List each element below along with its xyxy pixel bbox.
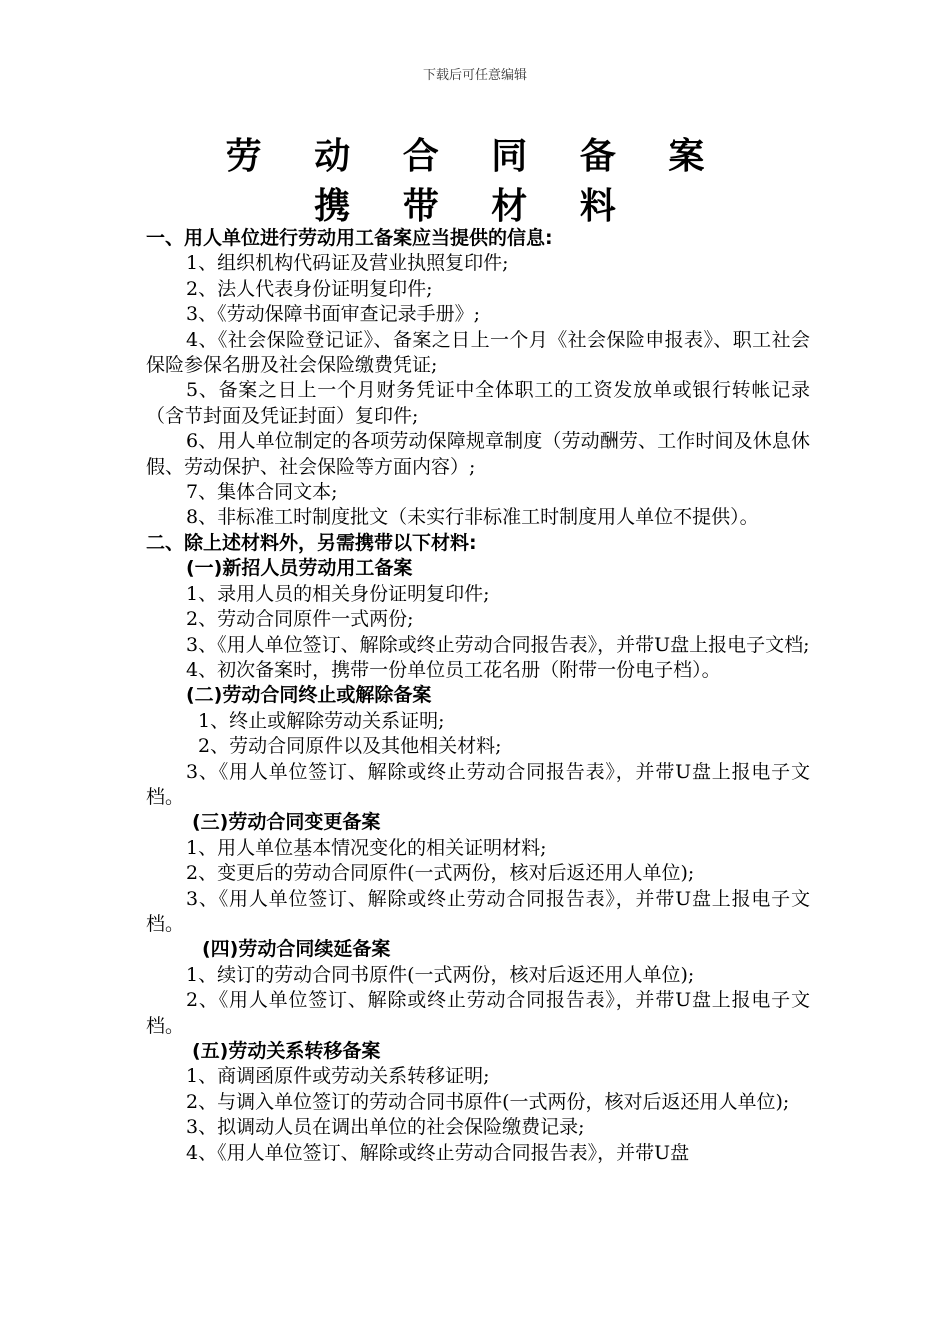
list-item: 1、商调函原件或劳动关系转移证明;: [186, 1065, 490, 1088]
document-subtitle: 携 带 材 料: [314, 186, 636, 227]
list-item: 2、法人代表身份证明复印件;: [186, 277, 433, 300]
list-item: 1、终止或解除劳动关系证明;: [198, 709, 445, 732]
list-item: 1、录用人员的相关身份证明复印件;: [186, 582, 490, 605]
list-item: 4、《用人单位签订、解除或终止劳动合同报告表》，并带U盘: [186, 1141, 690, 1164]
list-item: 3、拟调动人员在调出单位的社会保险缴费记录;: [186, 1116, 585, 1139]
subsection-heading: (一)新招人员劳动用工备案: [186, 557, 413, 580]
list-item: 2、劳动合同原件以及其他相关材料;: [198, 735, 502, 758]
subsection-heading: (二)劳动合同终止或解除备案: [186, 684, 432, 707]
header-note: 下载后可任意编辑: [422, 68, 527, 83]
subsection-heading: (四)劳动合同续延备案: [202, 938, 391, 961]
list-item: 8、非标准工时制度批文（未实行非标准工时制度用人单位不提供）。: [186, 506, 759, 529]
list-item: 1、续订的劳动合同书原件(一式两份，核对后返还用人单位);: [186, 963, 695, 986]
list-item: 3、《用人单位签订、解除或终止劳动合同报告表》，并带U盘上报电子文档。: [146, 760, 810, 808]
list-item: 5、备案之日上一个月财务凭证中全体职工的工资发放单或银行转帐记录（含节封面及凭证封面）复印件;: [146, 379, 810, 427]
document-body: [146, 226, 810, 1166]
list-item: 1、用人单位基本情况变化的相关证明材料;: [186, 836, 547, 859]
subsection-heading: (三)劳动合同变更备案: [192, 811, 381, 834]
list-item: 2、劳动合同原件一式两份;: [186, 608, 414, 631]
list-item: 1、组织机构代码证及营业执照复印件;: [186, 252, 509, 275]
list-item: 2、《用人单位签订、解除或终止劳动合同报告表》，并带U盘上报电子文档。: [146, 989, 810, 1037]
list-item: 4、初次备案时，携带一份单位员工花名册（附带一份电子档）。: [186, 658, 721, 681]
list-item: 2、变更后的劳动合同原件(一式两份，核对后返还用人单位);: [186, 862, 695, 885]
list-item: 6、用人单位制定的各项劳动保障规章制度（劳动酬劳、工作时间及休息休假、劳动保护、社会保险等方面内容）;: [146, 430, 810, 478]
section-heading: 二、除上述材料外，另需携带以下材料:: [146, 531, 477, 554]
list-item: 3、《用人单位签订、解除或终止劳动合同报告表》，并带U盘上报电子文档。: [146, 887, 810, 935]
list-item: 2、与调入单位签订的劳动合同书原件(一式两份，核对后返还用人单位);: [186, 1090, 790, 1113]
list-item: 3、《用人单位签订、解除或终止劳动合同报告表》，并带U盘上报电子文档;: [186, 633, 810, 656]
list-item: 4、《社会保险登记证》、备案之日上一个月《社会保险申报表》、职工社会保险参保名册及社会保险缴费凭证;: [146, 328, 810, 377]
document-title: 劳 动 合 同 备 案: [225, 136, 725, 177]
list-item: 3、《劳动保障书面审查记录手册》;: [186, 303, 480, 326]
subsection-heading: (五)劳动关系转移备案: [192, 1040, 381, 1062]
list-item: 7、集体合同文本;: [186, 481, 338, 504]
section-heading: 一、用人单位进行劳动用工备案应当提供的信息:: [146, 227, 553, 249]
